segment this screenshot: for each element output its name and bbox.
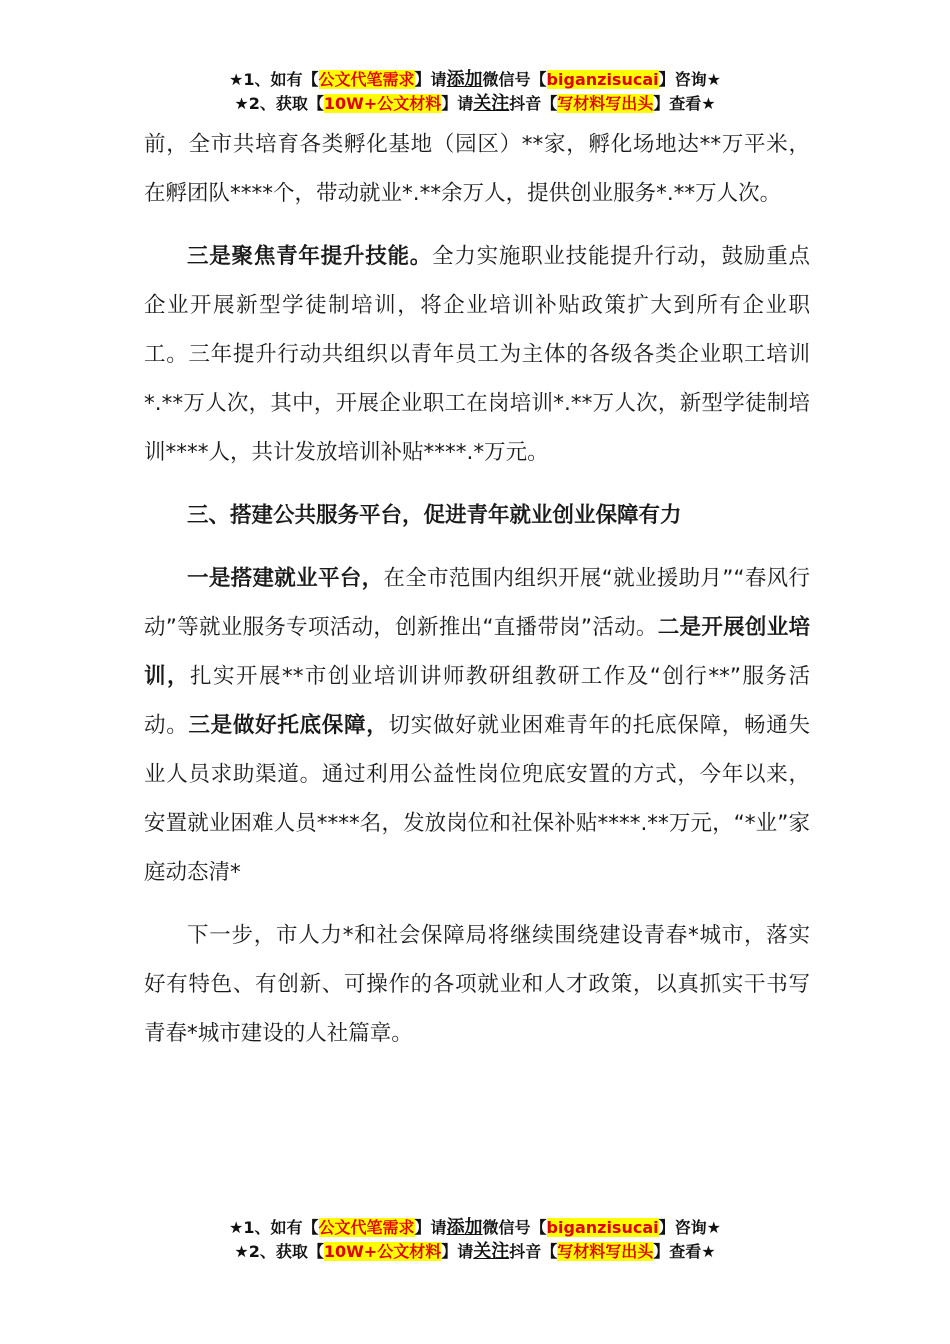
banner-line-2 [0,92,950,116]
banner-underline: 添加 [446,1217,483,1238]
paragraph-text: 在全市范围内组织开展“就业援助月”“春风行动”等就业服务专项活动，创新推出“直播带岗”活动。 [144,566,810,640]
banner-highlight: biganzisucai [546,1218,659,1237]
paragraph-text: 扎实开展**市创业培训讲师教研组教研工作及“创行**”服务活动。 [144,664,810,738]
banner-highlight: 公文代笔需求 [318,1218,415,1237]
paragraph-lead: 一是搭建就业平台， [187,566,384,591]
banner-text: ★1、如有【 [229,70,319,89]
banner-highlight: 写材料写出头 [557,1242,654,1261]
banner-text: 】查看★ [653,94,716,113]
banner-text: 】请 [414,1218,447,1237]
banner-highlight: 10W+公文材料 [323,94,442,113]
banner-text: 】咨询★ [658,1218,721,1237]
document-body [144,120,810,1058]
banner-text: 】请 [441,1242,474,1261]
banner-text: 】请 [414,70,447,89]
banner-text: ★1、如有【 [229,1218,319,1237]
paragraph-lead: 三是做好托底保障， [188,713,389,738]
banner-text: 】咨询★ [658,70,721,89]
banner-underline: 添加 [446,69,483,90]
banner-highlight: 写材料写出头 [557,94,654,113]
banner-text: 抖音【 [509,94,558,113]
section-heading: 三、搭建公共服务平台，促进青年就业创业保障有力 [187,503,682,528]
paragraph-incubation: 前，全市共培育各类孵化基地（园区）**家，孵化场地达**万平米，在孵团队****个，带动就业*.**余万人，提供创业服务*.**万人次。 [144,132,810,206]
banner-highlight: 公文代笔需求 [318,70,415,89]
banner-text: ★2、获取【 [234,1242,324,1261]
banner-line-2 [0,1240,950,1264]
paragraph-skills [144,232,810,477]
banner-line-1 [0,68,950,92]
banner-line-1 [0,1216,950,1240]
banner-text: ★2、获取【 [234,94,324,113]
banner-text: 微信号【 [482,70,547,89]
banner-underline: 关注 [473,1241,510,1262]
banner-text: 】查看★ [653,1242,716,1261]
banner-highlight: 10W+公文材料 [323,1242,442,1261]
banner-highlight: biganzisucai [546,70,659,89]
banner-text: 微信号【 [482,1218,547,1237]
paragraph-platform [144,554,810,897]
paragraph-lead: 二是开展创业培训， [144,615,810,689]
banner-text: 】请 [441,94,474,113]
paragraph-lead: 三是聚焦青年提升技能。 [187,244,433,269]
banner-underline: 关注 [473,93,510,114]
paragraph-text: 全力实施职业技能提升行动，鼓励重点企业开展新型学徒制培训，将企业培训补贴政策扩大到所有企业职工。三年提升行动共组织以青年员工为主体的各级各类企业职工培训*.**万人次，其中，开展企业职工在岗培训*.**万人次，新型学徒制培训****人，共计发放培训补贴****.*万元。 [144,244,810,465]
banner-text: 抖音【 [509,1242,558,1261]
footer-banner [0,1216,950,1264]
header-banner [0,68,950,116]
paragraph-next-step: 下一步，市人力*和社会保障局将继续围绕建设青春*城市，落实好有特色、有创新、可操作的各项就业和人才政策，以真抓实干书写青春*城市建设的人社篇章。 [144,923,810,1046]
paragraph-text: 切实做好就业困难青年的托底保障，畅通失业人员求助渠道。通过利用公益性岗位兜底安置的方式，今年以来，安置就业困难人员****名，发放岗位和社保补贴****.**万元，“*业”家庭动态清* [144,713,810,885]
